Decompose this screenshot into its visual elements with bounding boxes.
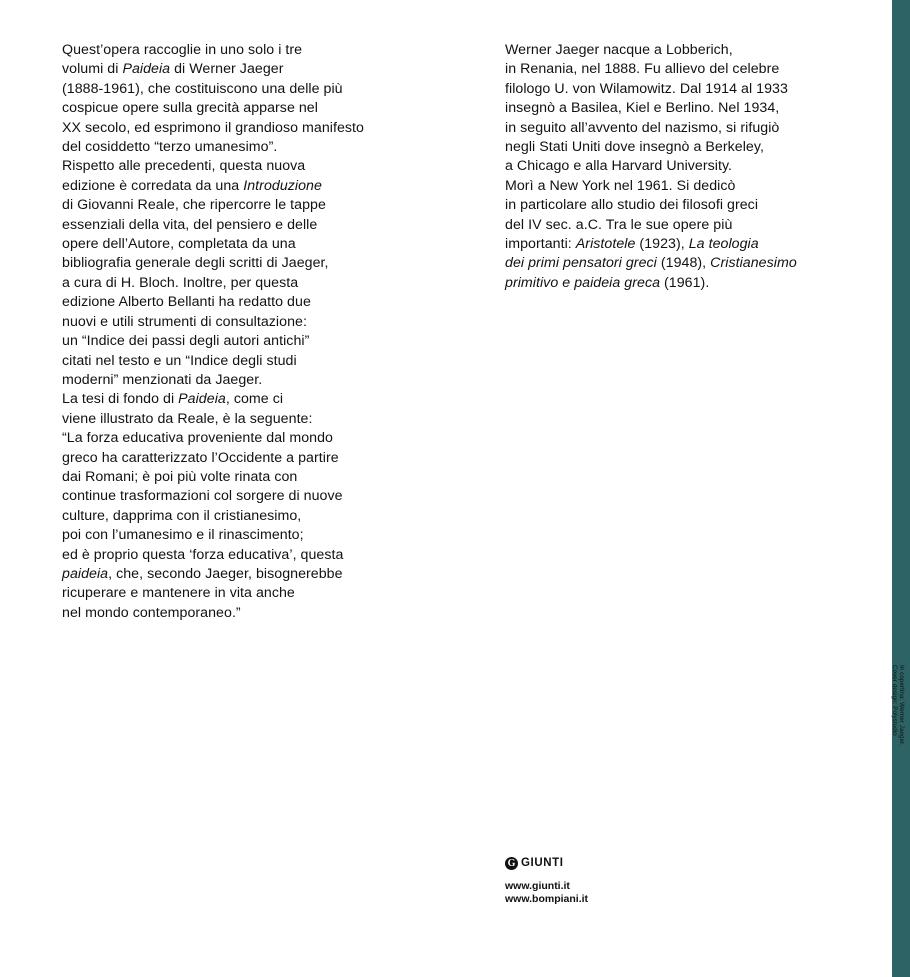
text-line — [62, 254, 402, 273]
text-run: edizione Alberto Bellanti ha redatto due — [62, 294, 311, 311]
text-run: negli Stati Uniti dove insegnò a Berkeley, — [505, 139, 764, 156]
text-run: XX secolo, ed esprimono il grandioso manifesto — [62, 119, 364, 136]
text-line — [62, 274, 402, 293]
text-run: poi con l’umanesimo e il rinascimento; — [62, 527, 304, 544]
text-line — [62, 390, 402, 409]
text-run: Quest’opera raccoglie in uno solo i tre — [62, 42, 303, 58]
text-line — [62, 565, 402, 584]
text-run: , che, secondo Jaeger, bisognerebbe — [108, 565, 343, 582]
text-run: essenziali della vita, del pensiero e delle — [62, 216, 318, 233]
text-line — [62, 584, 402, 603]
publisher-url[interactable]: www.bompiani.it — [505, 893, 589, 905]
giunti-mark-icon: G — [505, 857, 518, 870]
text-line — [62, 546, 402, 565]
text-line — [62, 119, 402, 138]
text-line — [505, 60, 845, 79]
text-run: in Renania, nel 1888. Fu allievo del celebre — [505, 61, 780, 78]
text-line — [505, 138, 845, 157]
cover-credit-line: In copertina: Werner Jaeger. — [897, 665, 905, 746]
italic-title: Aristotele — [575, 236, 636, 253]
text-line — [505, 99, 845, 118]
cover-credit — [890, 665, 905, 795]
text-run: (1888-1961), che costituiscono una delle più — [62, 80, 343, 97]
italic-title: dei primi pensatori greci — [505, 255, 657, 272]
italic-title: Introduzione — [243, 177, 322, 194]
text-run: nuovi e utili strumenti di consultazione: — [62, 313, 307, 330]
text-line — [62, 526, 402, 545]
text-run: (1961). — [660, 274, 710, 291]
text-run: insegnò a Basilea, Kiel e Berlino. Nel 1934, — [505, 100, 780, 117]
text-line — [62, 157, 402, 176]
text-line — [505, 119, 845, 138]
text-run: del cosiddetto “terzo umanesimo”. — [62, 139, 278, 156]
text-line — [62, 313, 402, 332]
text-line — [505, 216, 845, 235]
text-run: dai Romani; è poi più volte rinata con — [62, 468, 298, 485]
text-run: del IV sec. a.C. Tra le sue opere più — [505, 216, 733, 233]
text-run: un “Indice dei passi degli autori antichi” — [62, 333, 310, 350]
text-line — [62, 449, 402, 468]
text-run: (1923), — [635, 236, 689, 253]
text-line — [505, 157, 845, 176]
text-run: moderni” menzionati da Jaeger. — [62, 371, 263, 388]
author-biography-block — [505, 41, 845, 293]
text-line — [505, 80, 845, 99]
text-run: volumi di — [62, 61, 123, 78]
publisher-name: GIUNTI — [521, 857, 564, 869]
text-run: in particolare allo studio dei filosofi greci — [505, 197, 759, 214]
text-line — [62, 487, 402, 506]
text-line — [62, 604, 402, 623]
text-line — [62, 80, 402, 99]
text-run: “La forza educativa proveniente dal mondo — [62, 430, 333, 447]
italic-title: Cristianesimo — [710, 255, 797, 272]
text-run: Werner Jaeger nacque a Lobberich, — [505, 42, 733, 58]
text-line — [62, 216, 402, 235]
book-description-text — [62, 41, 402, 623]
text-run: ed è proprio questa ‘forza educativa’, questa — [62, 546, 344, 563]
text-line — [62, 60, 402, 79]
text-run: di Giovanni Reale, che ripercorre le tappe — [62, 197, 326, 214]
text-line — [505, 177, 845, 196]
book-description-block — [62, 41, 402, 623]
text-run: citati nel testo e un “Indice degli studi — [62, 352, 297, 369]
italic-title: paideia — [62, 565, 109, 582]
text-run: a Chicago e alla Harvard University. — [505, 158, 733, 175]
text-line — [505, 274, 845, 293]
text-line — [505, 196, 845, 215]
text-run: ricuperare e mantenere in vita anche — [62, 585, 295, 602]
text-run: bibliografia generale degli scritti di Jaeger, — [62, 255, 329, 272]
text-run: di Werner Jaeger — [170, 61, 284, 78]
text-run: , come ci — [225, 391, 284, 408]
text-line — [62, 507, 402, 526]
text-line — [62, 177, 402, 196]
text-line — [62, 410, 402, 429]
text-line — [62, 371, 402, 390]
italic-title: Paideia — [178, 391, 226, 408]
spine-color-bar — [892, 0, 910, 977]
text-line — [62, 332, 402, 351]
italic-title: La teologia — [688, 236, 759, 253]
text-run: continue trasformazioni col sorgere di nuove — [62, 488, 343, 505]
text-run: La tesi di fondo di — [62, 391, 179, 408]
text-line — [62, 352, 402, 371]
text-run: a cura di H. Bloch. Inoltre, per questa — [62, 274, 299, 291]
publisher-block — [505, 855, 805, 906]
text-run: Rispetto alle precedenti, questa nuova — [62, 158, 306, 175]
text-line — [62, 468, 402, 487]
italic-title: primitivo e paideia greca — [505, 274, 661, 291]
text-run: culture, dapprima con il cristianesimo, — [62, 507, 302, 524]
text-line — [62, 235, 402, 254]
text-run: Morì a New York nel 1961. Si dedicò — [505, 177, 736, 194]
text-line — [62, 99, 402, 118]
text-line — [62, 429, 402, 448]
publisher-urls — [505, 880, 805, 906]
text-line — [62, 138, 402, 157]
text-run: filologo U. von Wilamowitz. Dal 1914 al 1933 — [505, 80, 788, 97]
author-biography-text — [505, 41, 845, 293]
text-line — [505, 41, 845, 60]
text-run: importanti: — [505, 236, 576, 253]
text-run: in seguito all’avvento del nazismo, si rifugiò — [505, 119, 780, 136]
text-run: viene illustrato da Reale, è la seguente: — [62, 410, 313, 427]
text-line — [62, 41, 402, 60]
cover-credit-line: Cover design: Polystudio — [890, 665, 898, 736]
text-line — [505, 235, 845, 254]
publisher-url[interactable]: www.giunti.it — [505, 880, 570, 892]
text-line — [62, 196, 402, 215]
publisher-logo — [505, 855, 805, 871]
text-run: opere dell’Autore, completata da una — [62, 236, 296, 253]
text-line — [505, 254, 845, 273]
text-line — [62, 293, 402, 312]
text-run: nel mondo contemporaneo.” — [62, 604, 241, 621]
text-run: greco ha caratterizzato l’Occidente a partire — [62, 449, 339, 466]
text-run: (1948), — [656, 255, 711, 272]
italic-title: Paideia — [122, 61, 171, 78]
text-run: edizione è corredata da una — [62, 177, 244, 194]
text-run: cospicue opere sulla grecità apparse nel — [62, 100, 318, 117]
